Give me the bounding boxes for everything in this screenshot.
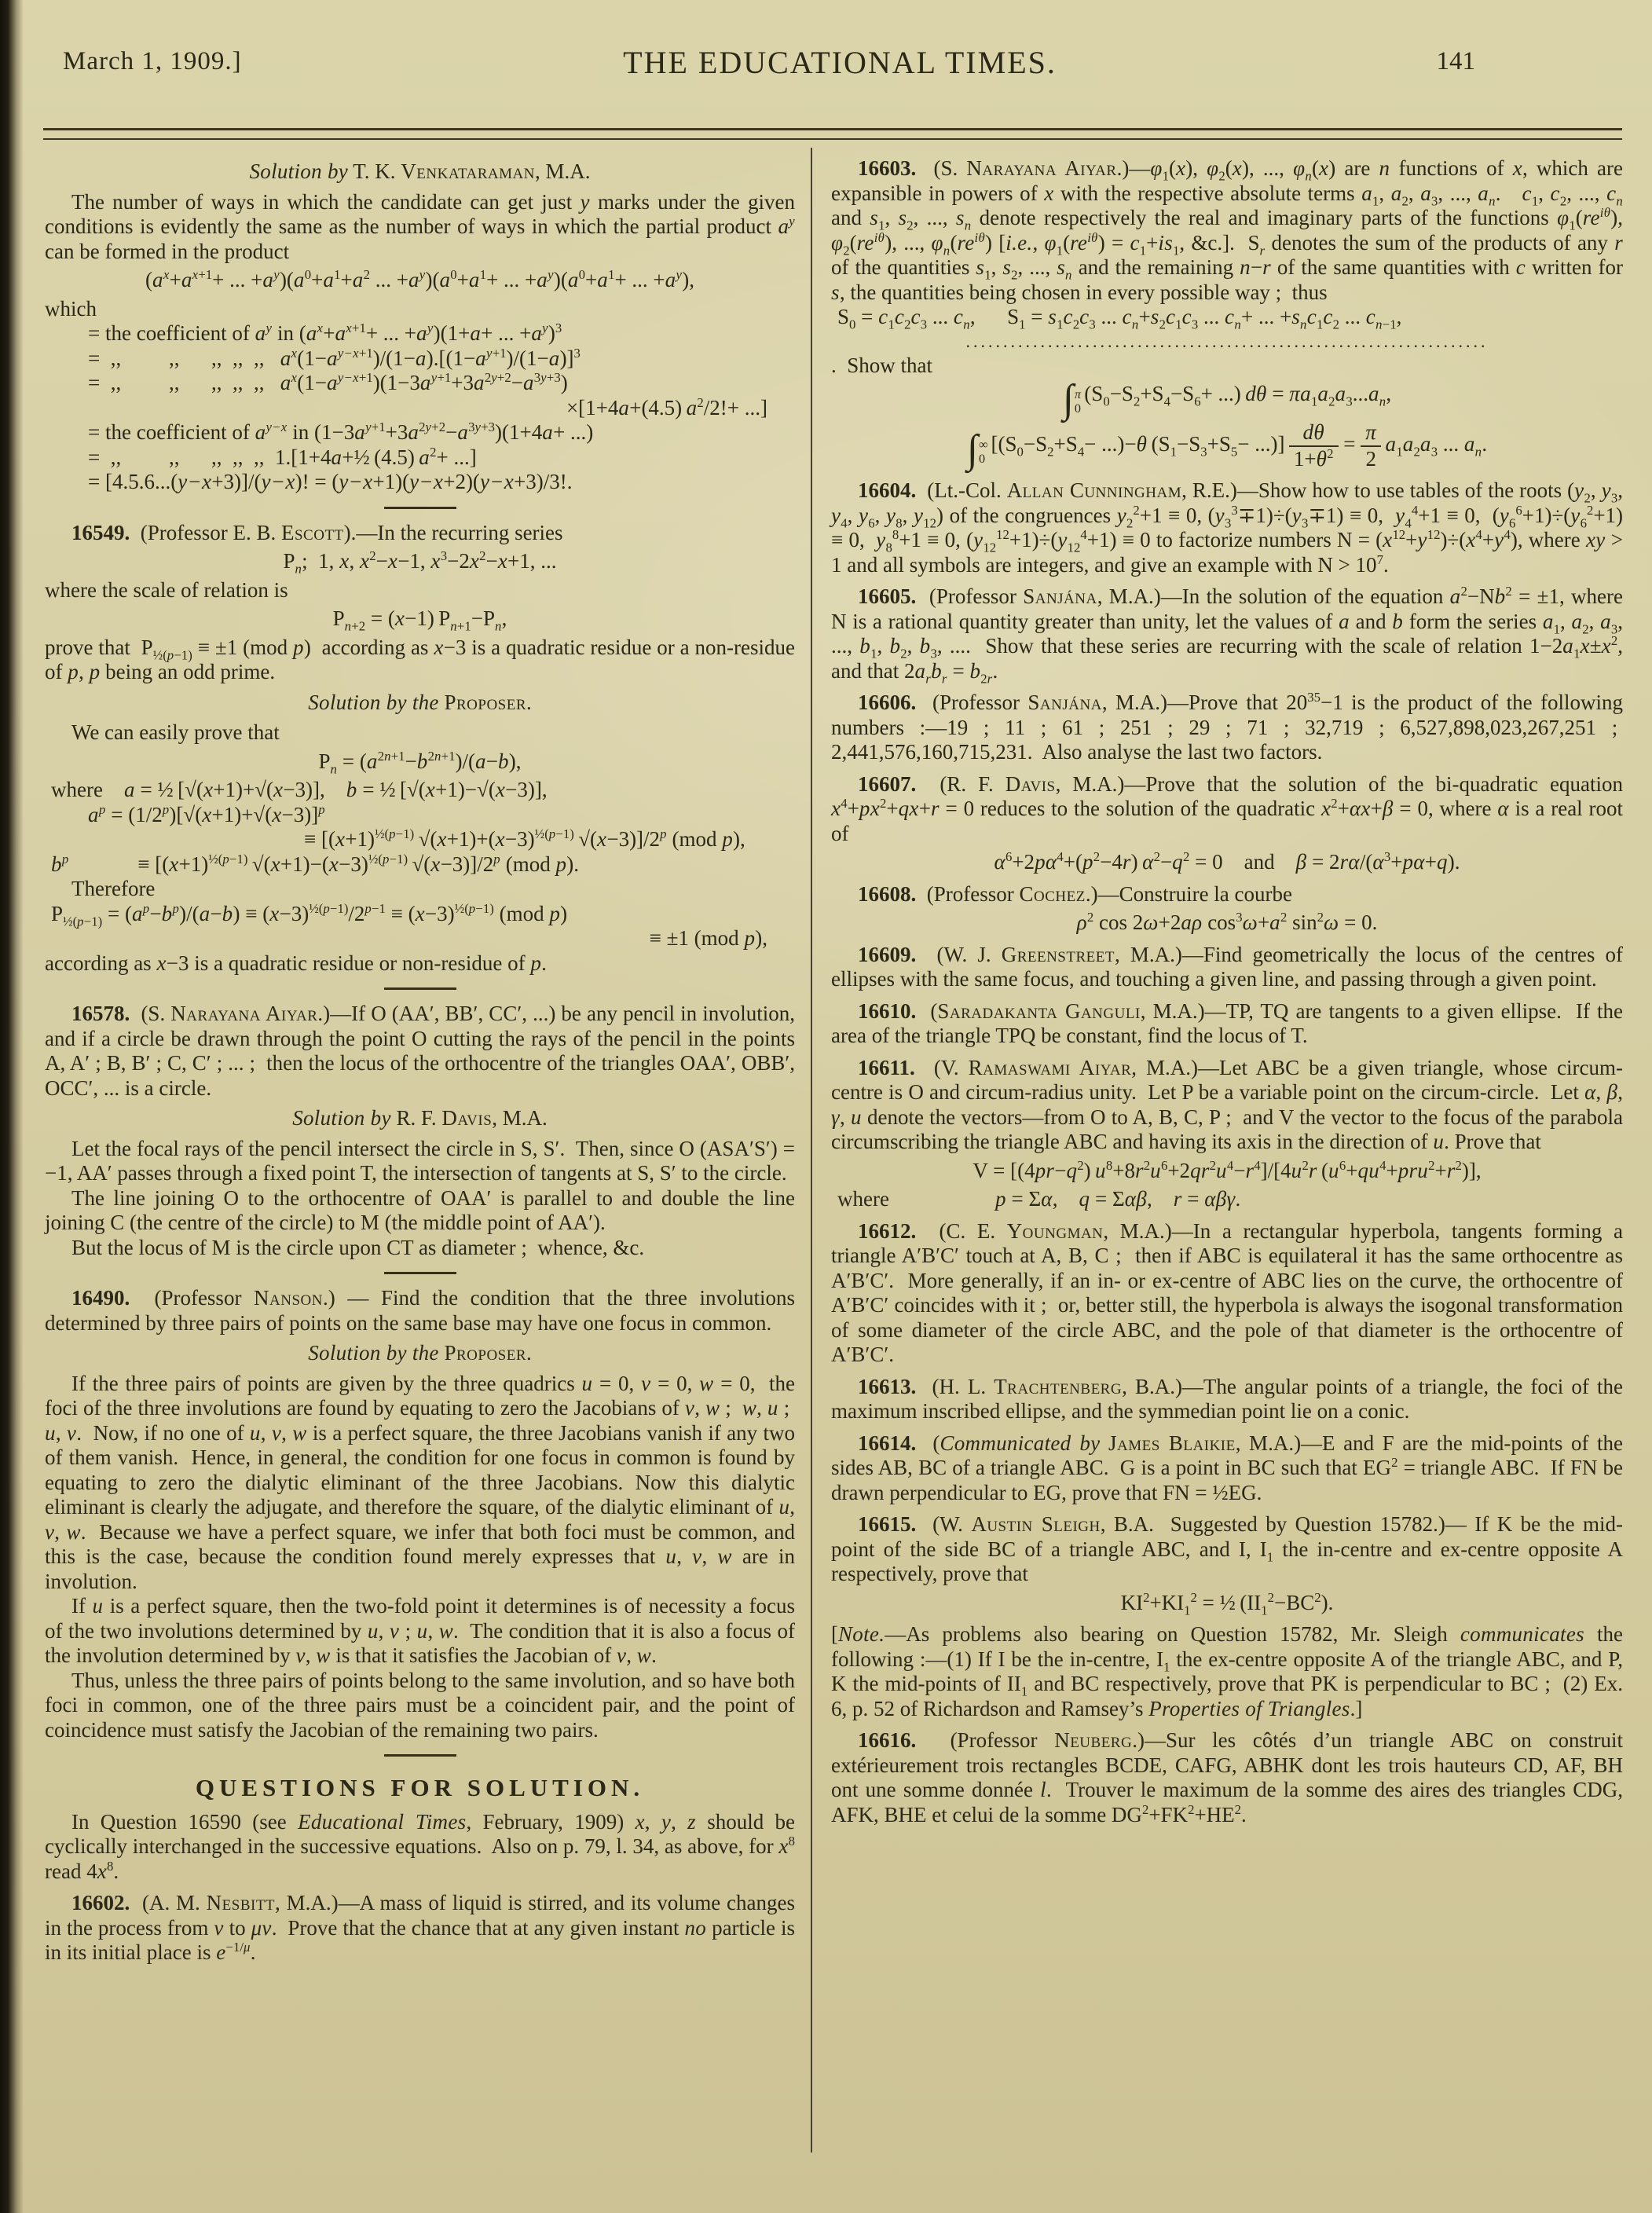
problem-16610: 16610. (Saradakanta Ganguli, M.A.)—TP, TQ are tangents to a given ellipse. If the area of the triangle TPQ be constant, find the locus of T. (831, 998, 1624, 1048)
equation-line: ≡ [$(x+1)^{\frac{1}{2}(p-1)}$ $√(x+1)+(x-3)^{\frac{1}{2}(p-1)}$ $√(x-3)]/2^p$ (mod p), (304, 826, 745, 851)
equation-line: $b^p$ ≡ [$(x+1)^{\frac{1}{2}(p-1)}$ $√(x+1)-(x-3)^{\frac{1}{2}(p-1)}$ $√(x-3)]/2^p$ (mod p). (51, 851, 580, 876)
problem-16549: 16549. (Professor E. B. Escott).—In the recurring series (71, 520, 563, 544)
equation-line: = ,, ,, ,, ,, ,, $a^x(1-a^{y-x+1})(1-3a^{y+1}+3a^{2y+2}-a^{3y+3})$ (88, 370, 568, 394)
equation-line: where a = ½ [√(x+1)+√(x−3)], b = ½ [√(x+1)−√(x−3)], (51, 778, 548, 801)
paragraph: Let the focal rays of the pencil intersect the circle in S, S′. Then, since O (ASA′S′) = −1, AA′ passes through a fixed point T, the intersection of tangents at S, S′ to the circle. (45, 1136, 795, 1185)
paragraph: In Question 16590 (see Educational Times, February, 1909) x, y, z should be cyclically interchanged in the successive equations. Also on p. 79, l. 34, as above, for $x^8$ read $4x^8$. (45, 1809, 795, 1883)
equation-line: = the coefficient of $a^{y-x}$ in $(1-3a^{y+1}+3a^{2y+2}-a^{3y+3})(1+4a+$ ...) (88, 420, 594, 444)
problem-16613: 16613. (H. L. Trachtenberg, B.A.)—The angular points of a triangle, the foci of the maximum inscribed ellipse, and the symmedian point lie on a conic. (831, 1374, 1624, 1423)
equation-line: $a^p = (1/2^p)[√(x+1)+√(x-3)]^p$ (88, 801, 325, 826)
journal-title: THE EDUCATIONAL TIMES. (623, 45, 1057, 80)
page-number: 141 (1436, 47, 1475, 75)
paragraph: which (45, 296, 97, 321)
equation: $P_n$; 1, x, $x^2-x-1$, $x^3-2x^2-x+1$, ... (283, 548, 557, 577)
questions-for-solution-heading: QUESTIONS FOR SOLUTION. (195, 1774, 645, 1801)
equation-line: = ,, ,, ,, ,, ,, $a^x(1-a^{y-x+1})/(1-a).[(1-a^{y+1})/(1-a)]^3$ (88, 345, 581, 370)
paragraph: . Show that (831, 353, 933, 377)
solution-heading-16549: Solution by the Proposer. (308, 690, 532, 714)
section-separator (384, 987, 456, 990)
equation: $P_n = (a^{2n+1}-b^{2n+1})/(a-b)$, (318, 748, 522, 776)
equation: $\alpha^6+2p\alpha^4+(p^2-4r) \alpha^2-q^2 = 0$ and $\beta = 2r\alpha/(\alpha^3+p\alpha+q)$. (994, 849, 1460, 874)
continuation-dots: ...................................................................... (965, 331, 1489, 351)
equation-line: $S_0 = c_1c_2c_3$ ... $c_n$, $S_1 = s_1c_2c_3$ ... $c_n+s_2c_1c_3$ ... $c_n+$ ... $+s_nc_1c_2$ ... $c_{n-1}$, (837, 305, 1402, 332)
section-separator (384, 1272, 456, 1274)
problem-16615: 16615. (W. Austin Sleigh, B.A. Suggested by Question 15782.)— If K be the mid-point of the side BC of a triangle ABC, and I, $I_1$ the in-centre and ex-centre opposite A respectively, prove that (831, 1512, 1623, 1586)
equation-line: = [4.5.6...(y−x+3)]/(y−x)! = (y−x+1)(y−x+2)(y−x+3)/3!. (88, 470, 573, 493)
paragraph: But the locus of M is the circle upon CT as diameter ; whence, &c. (71, 1235, 645, 1259)
problem-16609: 16609. (W. J. Greenstreet, M.A.)—Find geometrically the locus of the centres of ellipses with the same focus, and touching a given line, and passing through a given point. (831, 942, 1623, 991)
problem-16606: 16606. (Professor Sanjána, M.A.)—Prove that $20^{35}-1$ is the product of the following numbers :—19 ; 11 ; 61 ; 251 ; 29 ; 71 ; 32,719 ; 6,527,898,023,267,251 ; 2,441,576,160,715,231. Also analyse the last two factors. (831, 690, 1623, 764)
problem-16578: 16578. (S. Narayana Aiyar.)—If O (AA′, BB′, CC′, ...) be any pencil in involution, and if a circle be drawn through the point O cutting the rays of the pencil in the points A, A′ ; B, B′ ; C, C′ ; ... ; then the locus of the orthocentre of the triangles OAA′, OBB′, OCC′, ... is a circle. (45, 1002, 795, 1100)
problem-16604: 16604. (Lt.-Col. Allan Cunningham, R.E.)—Show how to use tables of the roots ($y_2$, $y_3$, $y_4$, $y_6$, $y_8$, $y_{12}$) of the congruences $y_2^2+1 \equiv 0$, $(y_3^3\mp 1)\div(y_3\mp 1) \equiv 0$, $y_4^4+1 \equiv 0$, $(y_6^6+1)\div(y_6^2+1) \equiv 0$, $y_8^8+1 \equiv 0$, $(y_{12}^{12}+1)\div(y_{12}^4+1) \equiv 0$ to factorize numbers $N = (x^{12}+y^{12})\div(x^4+y^4)$, where xy > 1 and all symbols are integers, and give an example with $N > 10^7$. (831, 478, 1624, 577)
paragraph: We can easily prove that (71, 720, 280, 744)
equation-line: ≡ ±1 (mod p), (649, 926, 767, 950)
equation: ∫ ∞ 0 [$(S_0-S_2+S_4- ...)-\theta$ ($S_1-S_3+S_5-$ ...)] $\frac{d\theta}{1+\theta^2}$ = $\frac{\pi}{2}$ $a_1a_2a_3$ ... $a_n$. (966, 420, 1488, 472)
paragraph: If the three pairs of points are given by the three quadrics u = 0, v = 0, w = 0, the foci of the three involutions are found by equating to zero the Jacobians of v, w ; w, u ; u, v. Now, if no one of u, v, w is a perfect square, the three Jacobians vanish if any two of them vanish. Hence, in general, the condition for one focus in common is found by equating to zero the dialytic eliminant of the three Jacobians. Now this dialytic eliminant is clearly the adjugate, and therefore the square, of the dialytic eliminant of u, v, w. Because we have a perfect square, we infer that both foci must be common, and this is the case, because the condition found merely expresses that u, v, w are in involution. (45, 1371, 796, 1593)
header-rule-bottom (43, 138, 1622, 140)
problem-16602: 16602. (A. M. Nesbitt, M.A.)—A mass of liquid is stirred, and its volume changes in the process from v to μv. Prove that the chance that at any given instant no particle is in its initial place is $e^{-1/\mu}$. (45, 1891, 795, 1964)
header-rule-top (43, 128, 1622, 130)
paragraph: The line joining O to the orthocentre of OAA′ is parallel to and double the line joining C (the centre of the circle) to M (the middle point of AA′). (45, 1185, 795, 1234)
equation-line: = ,, ,, ,, ,, ,, 1.[1+4a+½ (4.5) $a^2+$ ...] (88, 444, 477, 469)
paragraph: where the scale of relation is (45, 577, 288, 602)
left-column (45, 154, 795, 1966)
equation-line: $P_{\frac{1}{2}(p-1)} = (a^p-b^p)/(a-b) \equiv (x-3)^{\frac{1}{2}(p-1)}/2^{p-1} \equiv (x-3)^{\frac{1}{2}(p-1)}$ (mod p) (51, 900, 568, 929)
paragraph: prove that $P_{\frac{1}{2}(p-1)} \equiv \pm 1$ (mod p) according as x−3 is a quadratic residue or a non-residue of p, p being an odd prime. (45, 635, 795, 683)
problem-16603: 16603. (S. Narayana $Aiyar.)—\varphi_1(x)$, $\varphi_2(x)$, ..., $\varphi_n(x)$ are n functions of x, which are expansible in powers of x with the respective absolute terms $a_1$, $a_2$, $a_3$, ..., $a_n$. $c_1$, $c_2$, ..., $c_n$ and $s_1$, $s_2$, ..., $s_n$ denote respectively the real and imaginary parts of the functions $\varphi_1(re^{i\theta})$, $\varphi_2(re^{i\theta})$, ..., $\varphi_n(re^{i\theta})$ [i.e., $\varphi_1(re^{i\theta}) = c_1+is_1$, &c.]. $S_r$ denotes the sum of the products of any r of the quantities $s_1$, $s_2$, ..., $s_n$ and the remaining n−r of the same quantities with c written for s, the quantities being chosen in every possible way ; thus (831, 156, 1624, 304)
equation-line: ×[1+4a+(4.5) $a^2/2!+$ ...] (566, 394, 767, 420)
paragraph: Therefore (71, 877, 156, 900)
problem-16616: 16616. (Professor Neuberg.)—Sur les côtés d’un triangle ABC on construit extérieurement trois rectangles BCDE, CAFG, ABHK dont les trois hauteurs CD, AF, BH ont une somme donnée l. Trouver le maximum de la somme des aires des triangles CDG, AFK, BHE et celui de la somme $DG^2+FK^2+HE^2$. (831, 1728, 1624, 1826)
equation: $\rho^2$ cos 2ω+2aρ $\cos^3\omega+a^2$ $\sin^2\omega = 0$. (1076, 910, 1378, 935)
problem-16614: 16614. (Communicated by James Blaikie, M.A.)—E and F are the mid-points of the sides AB, BC of a triangle ABC. G is a point in BC such that $EG^2$ = triangle ABC. If FN be drawn perpendicular to EG, prove that FN = ½EG. (831, 1431, 1624, 1504)
paragraph: Thus, unless the three pairs of points belong to the same involution, and so have both foci in common, one of the three pairs must be a coincident pair, and the point of coincidence must satisfy the Jacobian of the remaining two pairs. (45, 1668, 795, 1742)
paragraph: The number of ways in which the candidate can get just y marks under the given conditions is evidently the same as the number of ways in which the partial product $a^y$ can be formed in the product (45, 189, 795, 263)
equation: $KI^2+KI_1^2$ = ½ $(II_1^2-BC^2)$. (1120, 1589, 1334, 1618)
paragraph: according as x−3 is a quadratic residue or non-residue of p. (45, 951, 547, 975)
paragraph: If u is a perfect square, then the two-fold point it determines is of necessity a focus of the two involutions determined by u, v ; u, w. The condition that it is also a focus of the involution determined by v, w is that it satisfies the Jacobian of v, w. (45, 1594, 795, 1667)
equation: $V = [(4pr-q^2)$ $u^8+8r^2u^6+2qr^2u^4-r^4]/[4u^2r$ $(u^6+qu^4+pru^2+r^2)$], (973, 1157, 1482, 1182)
equation-line: = the coefficient of $a^y$ in ($a^x+a^{x+1}+$ ... $+a^y)(1+a+$ ... $+a^y)^3$ (88, 321, 562, 345)
solution-heading-16578: Solution by R. F. Davis, M.A. (292, 1106, 548, 1130)
equation: ($a^x+a^{x+1}+$ ... $+a^y)(a^0+a^1+a^2$ ... $+a^y)(a^0+a^1+$ ... $+a^y)(a^0+a^1+$ ... $+a^y$), (145, 267, 694, 291)
section-separator (384, 507, 456, 509)
issue-date: March 1, 1909.] (63, 47, 242, 75)
column-divider (811, 148, 812, 2153)
problem-16608: 16608. (Professor Cochez.)—Construire la courbe (858, 881, 1292, 906)
section-separator (384, 1754, 456, 1757)
equation: $P_{n+2} = (x-1)$ $P_{n+1}-P_n$, (332, 606, 507, 634)
problem-16611: 16611. (V. Ramaswami Aiyar, M.A.)—Let ABC be a given triangle, whose circum-centre is O and circum-radius unity. Let P be a variable point on the circum-circle. Let α, β, γ, u denote the vectors—from O to A, B, C, P ; and V the vector to the focus of the parabola circumscribing the triangle ABC and having its axis in the direction of u. Prove that (831, 1055, 1624, 1154)
equation: ∫ π 0 ($S_0-S_2+S_4-S_6+$ ...) $d\theta = \pi a_1a_2a_3...a_n$, (1062, 376, 1392, 422)
solution-heading-16548: Solution by T. K. Venkataraman, M.A. (249, 159, 591, 183)
book-binding-shadow (0, 0, 24, 2213)
right-column (831, 149, 1623, 1827)
page-header (63, 44, 1617, 85)
problem-16607: 16607. (R. F. Davis, M.A.)—Prove that the solution of the bi-quadratic equation $x^4+px^2+qx+r = 0$ reduces to the solution of the quadratic $x^2+\alpha x+\beta = 0$, where α is a real root of (831, 771, 1623, 845)
solution-heading-16490: Solution by the Proposer. (308, 1341, 532, 1365)
equation-line: where p = Σα, q = Σαβ, r = αβγ. (837, 1187, 1241, 1211)
problem-16612: 16612. (C. E. Youngman, M.A.)—In a rectangular hyperbola, tangents forming a triangle A′B′C′ touch at A, B, C ; then if ABC is equilateral it has the same orthocentre as A′B′C′. More generally, if an in- or ex-centre of ABC lies on the curve, the orthocentre of A′B′C′ coincides with it ; or, better still, the hyperbola is always the isogonal transformation of some diameter of the circle ABC, and the pole of that diameter is the orthocentre of A′B′C′. (831, 1218, 1623, 1367)
note-15782: [Note.—As problems also bearing on Question 15782, Mr. Sleigh communicates the following :—(1) If I be the in-centre, $I_1$ the ex-centre opposite A of the triangle ABC, and P, K the mid-points of $II_1$ and BC respectively, prove that PK is perpendicular to BC ; (2) Ex. 6, p. 52 of Richardson and Ramsey’s Properties of Triangles.] (831, 1622, 1623, 1720)
problem-16490: 16490. (Professor Nanson.) — Find the condition that the three involutions determined by three pairs of points on the same base may have one focus in common. (45, 1286, 795, 1335)
problem-16605: 16605. (Professor Sanjána, M.A.)—In the solution of the equation $a^2-Nb^2 = \pm 1$, where N is a rational quantity greater than unity, let the values of a and b form the series $a_1$, $a_2$, $a_3$, ..., $b_1$, $b_2$, $b_3$, .... Show that these series are recurring with the scale of relation $1-2a_1x\pm x^2$, and that $2a_rb_r = b_{2r}$. (831, 584, 1624, 687)
